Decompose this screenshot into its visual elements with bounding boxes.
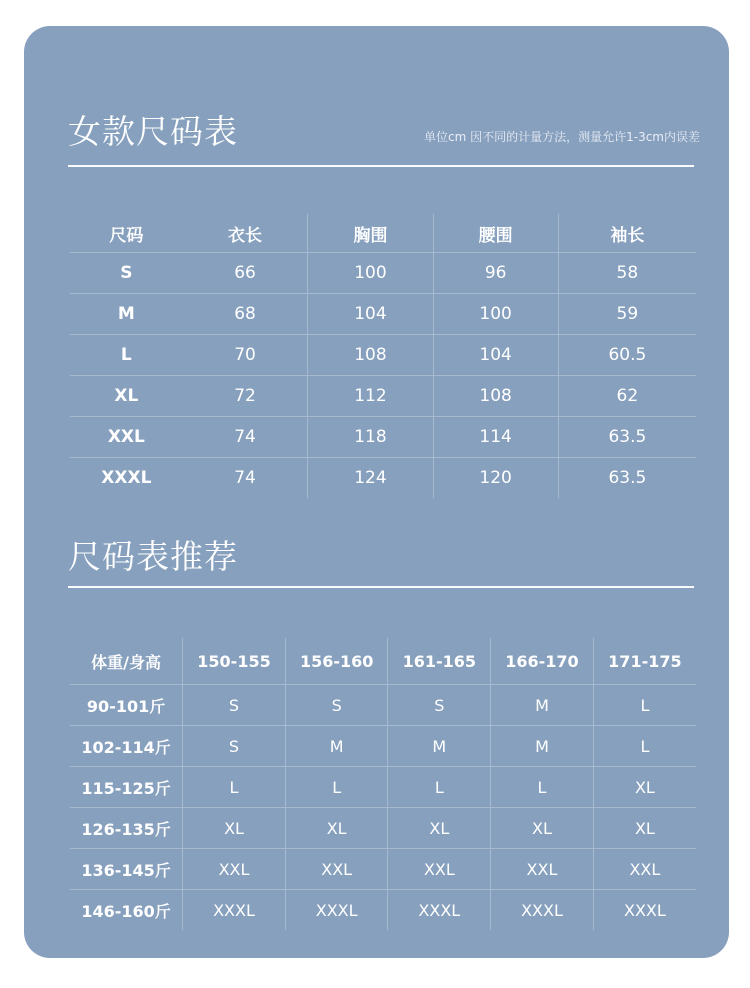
- header-height-range: 161-165: [388, 638, 491, 685]
- sleeve-cell: 63.5: [558, 417, 696, 458]
- size-cell: M: [491, 685, 594, 726]
- table-row: [70, 417, 696, 458]
- sleeve-cell: 63.5: [558, 458, 696, 499]
- size-cell: L: [183, 767, 286, 808]
- table-row: [70, 849, 696, 890]
- size-cell: M: [70, 294, 183, 335]
- size-cell: XL: [388, 808, 491, 849]
- size-cell: XXXL: [285, 890, 388, 931]
- size-chart-title: 女款尺码表: [68, 112, 238, 151]
- size-cell: S: [70, 253, 183, 294]
- header-sleeve: 袖长: [558, 214, 696, 253]
- header-height-range: 150-155: [183, 638, 286, 685]
- waist-cell: 96: [433, 253, 558, 294]
- weight-cell: 126-135斤: [70, 808, 183, 849]
- size-cell: XXL: [285, 849, 388, 890]
- length-cell: 74: [183, 417, 308, 458]
- size-cell: XL: [491, 808, 594, 849]
- weight-cell: 146-160斤: [70, 890, 183, 931]
- header-height-range: 171-175: [593, 638, 696, 685]
- waist-cell: 104: [433, 335, 558, 376]
- weight-cell: 115-125斤: [70, 767, 183, 808]
- waist-cell: 120: [433, 458, 558, 499]
- length-cell: 70: [183, 335, 308, 376]
- length-cell: 72: [183, 376, 308, 417]
- header-waist: 腰围: [433, 214, 558, 253]
- size-chart-header-row: [70, 214, 696, 253]
- table-row: [70, 726, 696, 767]
- size-cell: XXL: [183, 849, 286, 890]
- header-weight-height: 体重/身高: [91, 652, 162, 672]
- header-chest: 胸围: [308, 214, 433, 253]
- size-cell: L: [388, 767, 491, 808]
- length-cell: 68: [183, 294, 308, 335]
- recommend-chart-title: 尺码表推荐: [68, 537, 238, 576]
- chest-cell: 124: [308, 458, 433, 499]
- size-cell: XXXL: [388, 890, 491, 931]
- size-chart-table: [70, 214, 696, 498]
- size-cell: M: [491, 726, 594, 767]
- waist-cell: 114: [433, 417, 558, 458]
- table-row: [70, 767, 696, 808]
- size-cell: M: [388, 726, 491, 767]
- size-cell: S: [388, 685, 491, 726]
- header-height-range: 156-160: [285, 638, 388, 685]
- table-row: [70, 808, 696, 849]
- sleeve-cell: 58: [558, 253, 696, 294]
- size-cell: XL: [593, 767, 696, 808]
- sleeve-cell: 59: [558, 294, 696, 335]
- size-cell: L: [593, 685, 696, 726]
- table-row: [70, 376, 696, 417]
- weight-cell: 136-145斤: [70, 849, 183, 890]
- size-cell: L: [491, 767, 594, 808]
- size-cell: XL: [70, 376, 183, 417]
- table-row: [70, 335, 696, 376]
- chest-cell: 118: [308, 417, 433, 458]
- recommend-header-row: [70, 638, 696, 685]
- size-cell: L: [593, 726, 696, 767]
- length-cell: 66: [183, 253, 308, 294]
- size-cell: XXL: [388, 849, 491, 890]
- size-cell: M: [285, 726, 388, 767]
- size-cell: XXXL: [491, 890, 594, 931]
- size-cell: L: [285, 767, 388, 808]
- size-cell: S: [285, 685, 388, 726]
- sleeve-cell: 62: [558, 376, 696, 417]
- table-row: [70, 685, 696, 726]
- waist-cell: 100: [433, 294, 558, 335]
- size-cell: XXL: [491, 849, 594, 890]
- size-cell: XL: [285, 808, 388, 849]
- size-chart-card: [24, 26, 729, 958]
- length-cell: 74: [183, 458, 308, 499]
- size-cell: XXXL: [183, 890, 286, 931]
- size-cell: S: [183, 685, 286, 726]
- size-cell: XXXL: [593, 890, 696, 931]
- sleeve-cell: 60.5: [558, 335, 696, 376]
- size-cell: XXL: [70, 417, 183, 458]
- table-row: [70, 253, 696, 294]
- header-length: 衣长: [228, 225, 263, 246]
- title-divider: [68, 165, 694, 167]
- header-size: 尺码: [109, 225, 144, 246]
- table-row: [70, 890, 696, 931]
- size-cell: S: [183, 726, 286, 767]
- chest-cell: 104: [308, 294, 433, 335]
- chest-cell: 100: [308, 253, 433, 294]
- chest-cell: 108: [308, 335, 433, 376]
- weight-cell: 90-101斤: [70, 685, 183, 726]
- recommend-chart-table: [70, 638, 696, 930]
- size-cell: XXXL: [70, 458, 183, 499]
- waist-cell: 108: [433, 376, 558, 417]
- size-cell: XL: [593, 808, 696, 849]
- measurement-note: 单位cm 因不同的计量方法，测量允许1-3cm内误差: [424, 130, 700, 144]
- title-divider: [68, 586, 694, 588]
- chest-cell: 112: [308, 376, 433, 417]
- table-row: [70, 458, 696, 499]
- size-cell: XXL: [593, 849, 696, 890]
- weight-cell: 102-114斤: [70, 726, 183, 767]
- size-cell: L: [70, 335, 183, 376]
- size-cell: XL: [183, 808, 286, 849]
- table-row: [70, 294, 696, 335]
- header-height-range: 166-170: [491, 638, 594, 685]
